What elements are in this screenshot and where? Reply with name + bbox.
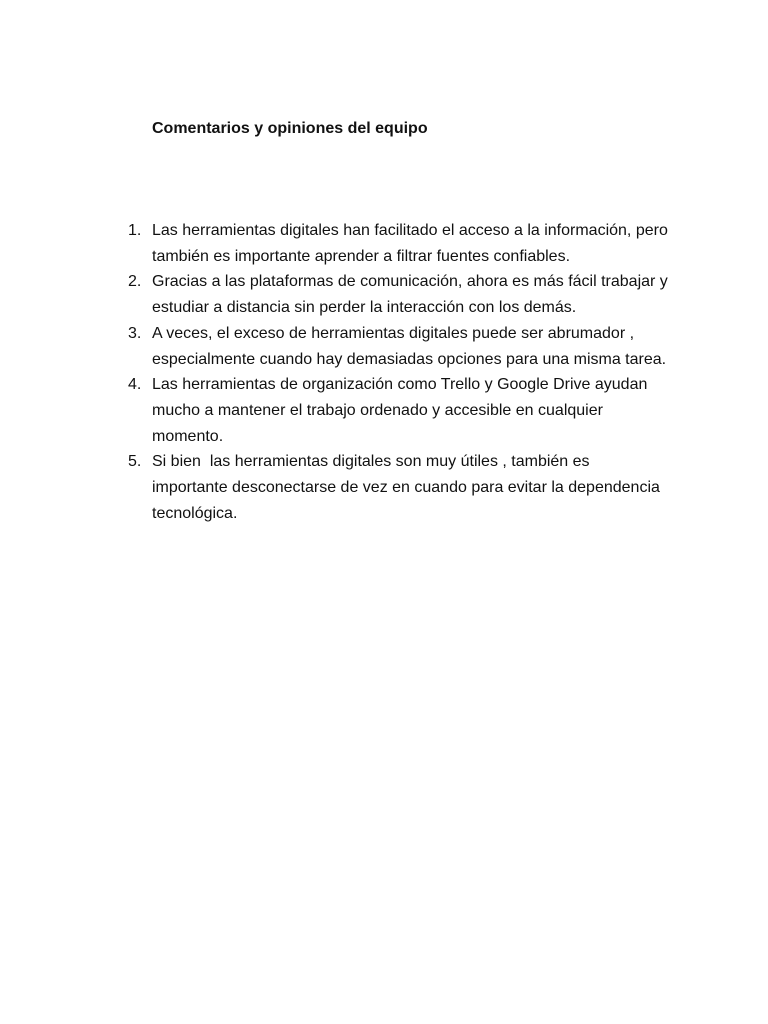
document-title: Comentarios y opiniones del equipo <box>152 120 428 137</box>
list-item-number: 3. <box>128 324 142 342</box>
list-item-number: 1. <box>128 222 142 239</box>
list-item-text: A veces, el exceso de herramientas digitales puede ser abrumador , especialmente cuando hay demasiadas opciones para una misma tarea. <box>152 324 667 368</box>
list-item <box>128 218 673 269</box>
list-item-text: Las herramientas de organización como Trello y Google Drive ayudan mucho a mantener el trabajo ordenado y accesible en cualquier momento. <box>152 376 652 445</box>
list-item-number: 2. <box>128 273 142 291</box>
list-item <box>128 321 668 372</box>
list-item-text: Gracias a las plataformas de comunicación, ahora es más fácil trabajar y estudiar a distancia sin perder la interacción con los demás. <box>152 273 673 317</box>
list-item <box>128 269 673 320</box>
list-item-number: 5. <box>128 453 142 471</box>
list-item <box>128 372 668 449</box>
list-item-text: Si bien las herramientas digitales son muy útiles , también es importante desconectarse de vez en cuando para evitar la dependencia tecnológica. <box>152 453 665 522</box>
comments-list <box>128 218 673 526</box>
list-item <box>128 449 668 526</box>
list-item-number: 4. <box>128 376 142 394</box>
list-item-text: Las herramientas digitales han facilitado el acceso a la información, pero también es importante aprender a filtrar fuentes confiables. <box>152 222 673 265</box>
